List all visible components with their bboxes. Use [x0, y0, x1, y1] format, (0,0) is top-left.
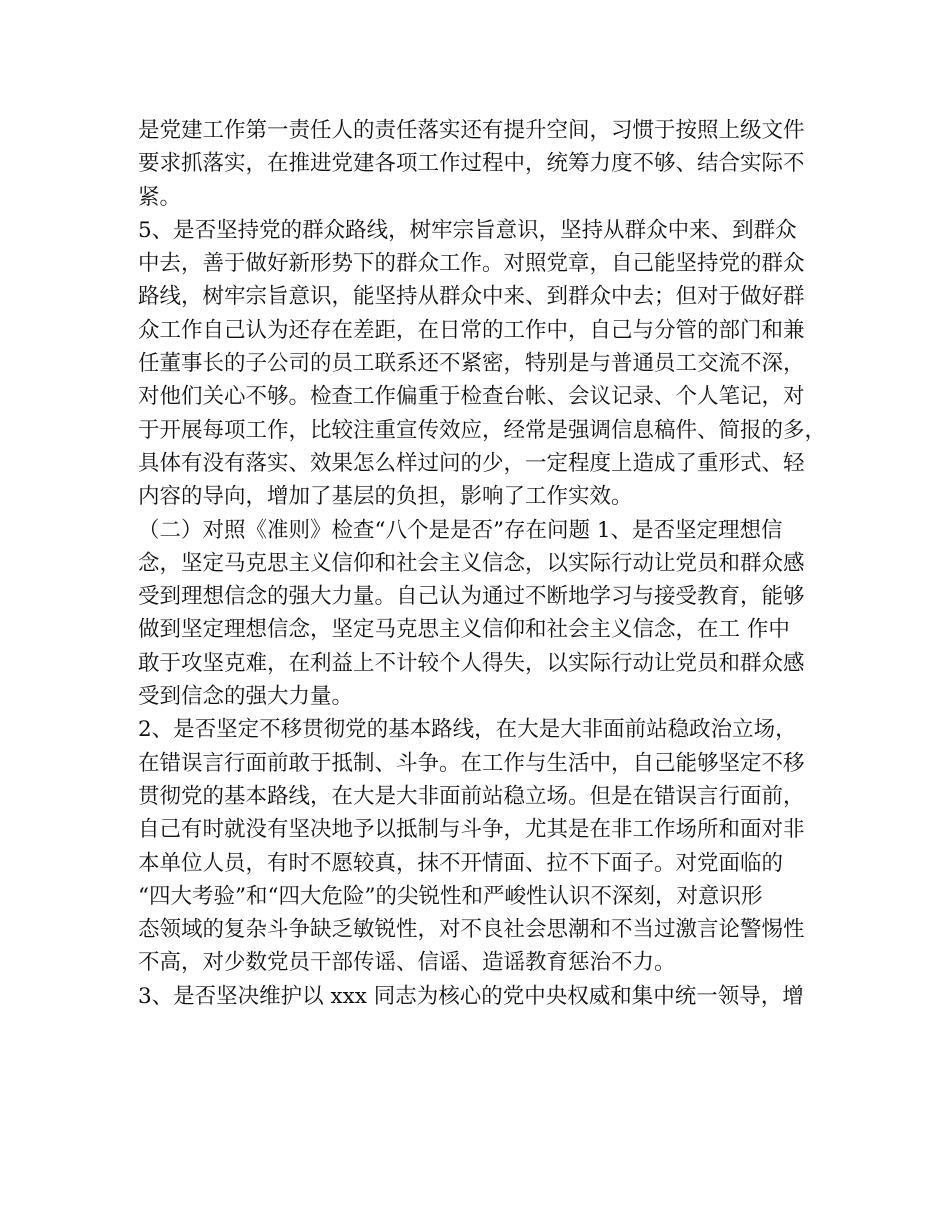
text-line-22: 自己有时就没有坚决地予以抵制与斗争，尤其是在非工作场所和面对非	[138, 817, 805, 843]
text-line-18: 受到信念的强大力量。	[138, 684, 354, 710]
text-line-1: 是党建工作第一责任人的责任落实还有提升空间，习惯于按照上级文件	[138, 118, 805, 143]
text-line-6: 路线，树牢宗旨意识，能坚持从群众中来、到群众中去；但对于做好群	[138, 284, 805, 310]
text-line-9: 对他们关心不够。检查工作偏重于检查台帐、会议记录、个人笔记，对	[138, 384, 805, 410]
text-line-13: （二）对照《准则》检查“八个是是否”存在问题 1、是否坚定理想信	[138, 517, 783, 543]
text-line-24: “四大考验”和“四大危险”的尖锐性和严峻性认识不深刻，对意识形	[138, 883, 763, 909]
text-line-21: 贯彻党的基本路线，在大是大非面前站稳立场。但是在错误言行面前，	[138, 783, 805, 809]
text-line-27: 3、是否坚决维护以 xxx 同志为核心的党中央权威和集中统一领导，增	[138, 983, 804, 1009]
text-line-17: 敢于攻坚克难，在利益上不计较个人得失，以实际行动让党员和群众感	[138, 650, 805, 676]
text-line-3: 紧。	[138, 184, 182, 210]
text-line-14: 念，坚定马克思主义信仰和社会主义信念，以实际行动让党员和群众感	[138, 550, 805, 576]
text-line-12: 内容的导向，增加了基层的负担，影响了工作实效。	[138, 484, 633, 510]
document-body	[138, 114, 828, 1013]
text-line-25: 态领域的复杂斗争缺乏敏锐性，对不良社会思潮和不当过激言论警惕性	[138, 917, 805, 943]
text-line-20: 在错误言行面前敢于抵制、斗争。在工作与生活中，自己能够坚定不移	[138, 750, 805, 776]
text-line-4: 5、是否坚持党的群众路线，树牢宗旨意识，坚持从群众中来、到群众	[138, 217, 797, 243]
text-line-5: 中去，善于做好新形势下的群众工作。对照党章，自己能坚持党的群众	[138, 251, 805, 277]
text-line-23: 本单位人员，有时不愿较真，抹不开情面、拉不下面子。对党面临的	[138, 850, 784, 876]
text-line-8: 任董事长的子公司的员工联系还不紧密，特别是与普通员工交流不深，	[138, 351, 805, 377]
text-line-19: 2、是否坚定不移贯彻党的基本路线，在大是大非面前站稳政治立场，	[138, 717, 797, 743]
text-line-10: 于开展每项工作，比较注重宣传效应，经常是强调信息稿件、简报的多，	[138, 417, 827, 443]
text-line-15: 受到理想信念的强大力量。自己认为通过不断地学习与接受教育，能够	[138, 584, 805, 610]
text-line-7: 众工作自己认为还存在差距，在日常的工作中，自己与分管的部门和兼	[138, 317, 805, 343]
text-line-11: 具体有没有落实、效果怎么样过问的少，一定程度上造成了重形式、轻	[138, 450, 805, 476]
text-line-2: 要求抓落实，在推进党建各项工作过程中，统筹力度不够、结合实际不	[138, 151, 805, 177]
text-line-16: 做到坚定理想信念，坚定马克思主义信仰和社会主义信念，在工 作中	[138, 617, 790, 643]
text-line-26: 不高，对少数党员干部传谣、信谣、造谣教育惩治不力。	[138, 950, 676, 976]
